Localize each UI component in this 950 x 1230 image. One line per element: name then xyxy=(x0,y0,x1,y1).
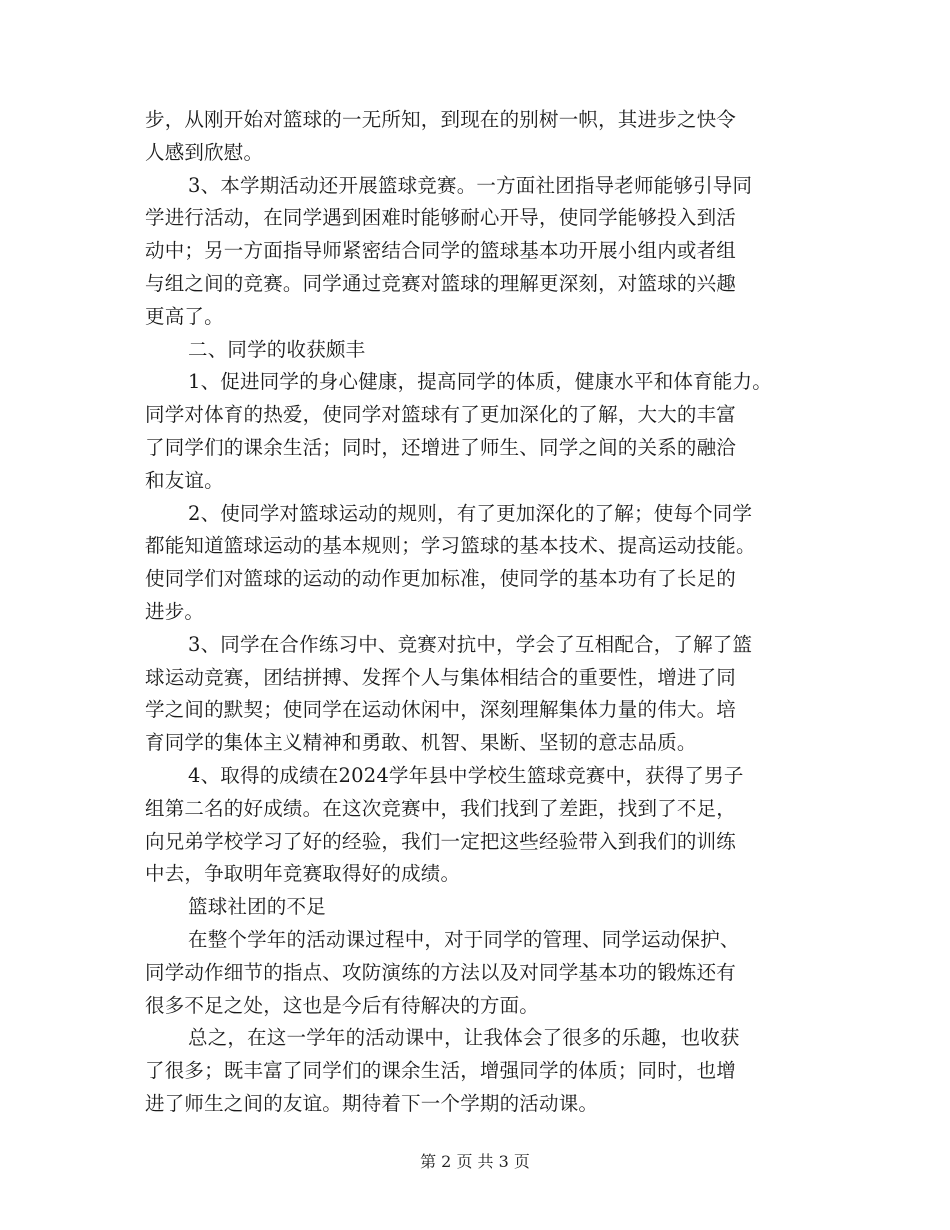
text-line: 在整个学年的活动课过程中，对于同学的管理、同学运动保护、 xyxy=(188,927,740,951)
text-line: 和友谊。 xyxy=(145,468,224,492)
text-line: 2、使同学对篮球运动的规则，有了更加深化的了解；使每个同学 xyxy=(188,501,753,525)
text-line: 总之，在这一学年的活动课中，让我体会了很多的乐趣，也收获 xyxy=(188,1026,740,1050)
text-line: 球运动竞赛，团结拼搏、发挥个人与集体相结合的重要性，增进了同 xyxy=(145,665,737,689)
section-heading: 二、同学的收获颇丰 xyxy=(188,337,366,361)
text-line: 学进行活动，在同学遇到困难时能够耐心开导，使同学能够投入到活 xyxy=(145,206,737,230)
text-line: 了同学们的课余生活；同时，还增进了师生、同学之间的关系的融洽 xyxy=(145,435,737,459)
text-line: 步，从刚开始对篮球的一无所知，到现在的别树一帜，其进步之快令 xyxy=(145,108,737,131)
text-line: 3、同学在合作练习中、竞赛对抗中，学会了互相配合，了解了篮 xyxy=(188,632,753,656)
page-number-footer: 第 2 页 共 3 页 xyxy=(420,1152,530,1171)
text-line: 与组之间的竞赛。同学通过竞赛对篮球的理解更深刻，对篮球的兴趣 xyxy=(145,271,737,295)
text-line: 向兄弟学校学习了好的经验，我们一定把这些经验带入到我们的训练 xyxy=(145,829,737,853)
text-line: 更高了。 xyxy=(145,304,224,328)
text-line: 组第二名的好成绩。在这次竞赛中，我们找到了差距，找到了不足， xyxy=(145,796,737,820)
text-line: 了很多；既丰富了同学们的课余生活，增强同学的体质；同时，也增 xyxy=(145,1059,737,1083)
text-line: 同学动作细节的指点、攻防演练的方法以及对同学基本功的锻炼还有 xyxy=(145,960,737,984)
text-line: 同学对体育的热爱，使同学对篮球有了更加深化的了解，大大的丰富 xyxy=(145,403,737,427)
text-line: 1、促进同学的身心健康，提高同学的体质，健康水平和体育能力。 xyxy=(188,370,772,394)
text-line: 4、取得的成绩在2024学年县中学校生篮球竞赛中，获得了男子 xyxy=(188,763,744,787)
document-body xyxy=(145,104,813,1121)
text-line: 中去，争取明年竞赛取得好的成绩。 xyxy=(145,862,461,886)
section-heading: 篮球社团的不足 xyxy=(188,895,326,919)
text-line: 动中；另一方面指导师紧密结合同学的篮球基本功开展小组内或者组 xyxy=(145,239,737,263)
text-line: 育同学的集体主义精神和勇敢、机智、果断、坚韧的意志品质。 xyxy=(145,731,697,755)
text-line: 进步。 xyxy=(145,599,205,623)
text-line: 使同学们对篮球的运动的动作更加标准，使同学的基本功有了长足的 xyxy=(145,567,737,591)
text-line: 3、本学期活动还开展篮球竞赛。一方面社团指导老师能够引导同 xyxy=(188,173,753,197)
text-line: 学之间的默契；使同学在运动休闲中，深刻理解集体力量的伟大。培 xyxy=(145,698,737,722)
text-line: 进了师生之间的友谊。期待着下一个学期的活动课。 xyxy=(145,1091,599,1115)
text-line: 人感到欣慰。 xyxy=(145,140,264,164)
text-line: 很多不足之处，这也是今后有待解决的方面。 xyxy=(145,993,540,1017)
text-line: 都能知道篮球运动的基本规则；学习篮球的基本技术、提高运动技能。 xyxy=(145,534,756,558)
